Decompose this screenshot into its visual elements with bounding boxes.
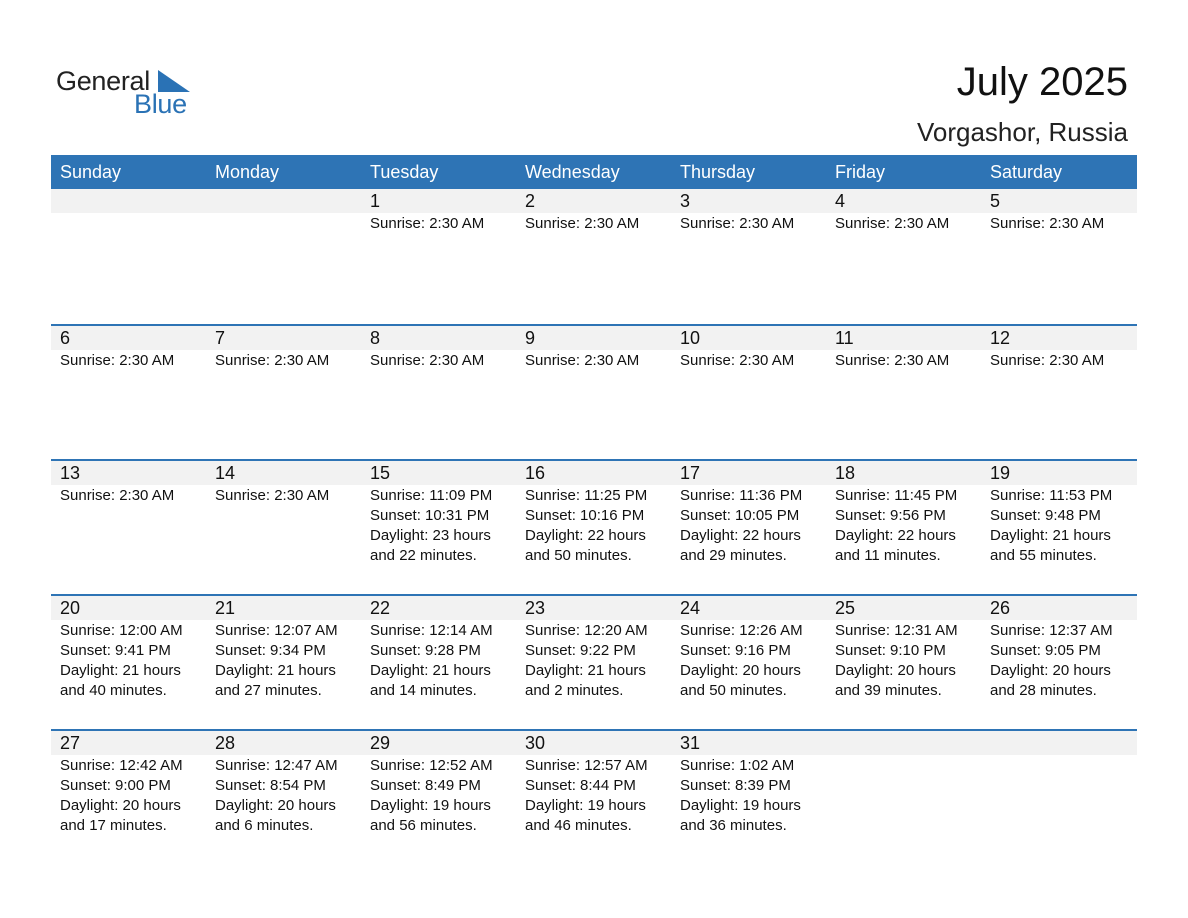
day-cell <box>51 596 206 729</box>
logo-text-blue: Blue <box>134 89 187 119</box>
daylight-text: Daylight: 20 hours <box>835 662 956 679</box>
weekday-header-row <box>51 155 1137 189</box>
day-details <box>370 620 516 701</box>
day-number: 3 <box>680 191 691 211</box>
day-cell <box>516 596 671 729</box>
day-cell <box>671 461 826 594</box>
day-number: 15 <box>370 463 391 483</box>
daylight-text: Daylight: 20 hours <box>680 662 801 679</box>
sunrise-text: Sunrise: 11:09 PM <box>370 487 493 504</box>
day-cell <box>981 461 1137 594</box>
day-cell <box>826 189 981 324</box>
weekday-header: Saturday <box>990 162 1063 182</box>
calendar-week-row <box>51 729 1137 864</box>
daylight-text: Daylight: 19 hours <box>680 797 801 814</box>
day-details <box>680 213 826 234</box>
day-number: 4 <box>835 191 846 211</box>
day-cell <box>361 731 516 864</box>
daylight-minutes-text: and 40 minutes. <box>60 682 167 699</box>
daylight-minutes-text: and 50 minutes. <box>680 682 787 699</box>
day-details <box>370 755 516 836</box>
week-cells <box>51 461 1137 594</box>
sunrise-text: Sunrise: 2:30 AM <box>525 215 640 232</box>
sunrise-text: Sunrise: 11:25 PM <box>525 487 648 504</box>
sunrise-text: Sunrise: 2:30 AM <box>990 215 1105 232</box>
sunrise-text: Sunrise: 12:07 AM <box>215 622 338 639</box>
day-details <box>370 213 516 234</box>
empty-day-cell <box>826 731 981 864</box>
day-cell <box>361 326 516 459</box>
sunrise-text: Sunrise: 2:30 AM <box>990 352 1105 369</box>
day-cell <box>361 189 516 324</box>
sunset-text: Sunset: 8:54 PM <box>215 777 326 794</box>
sunrise-text: Sunrise: 12:26 AM <box>680 622 803 639</box>
day-number: 16 <box>525 463 546 483</box>
calendar-week-row <box>51 594 1137 729</box>
day-details <box>990 620 1137 701</box>
day-number: 2 <box>525 191 536 211</box>
daylight-text: Daylight: 22 hours <box>525 527 646 544</box>
day-details <box>525 755 671 836</box>
day-number: 27 <box>60 733 81 753</box>
day-details <box>60 350 206 371</box>
day-number: 13 <box>60 463 81 483</box>
daylight-text: Daylight: 23 hours <box>370 527 491 544</box>
sunset-text: Sunset: 9:00 PM <box>60 777 171 794</box>
sunrise-text: Sunrise: 2:30 AM <box>60 487 175 504</box>
sunset-text: Sunset: 9:56 PM <box>835 507 946 524</box>
sunset-text: Sunset: 9:05 PM <box>990 642 1101 659</box>
week-cells <box>51 596 1137 729</box>
daylight-minutes-text: and 50 minutes. <box>525 547 632 564</box>
day-number: 5 <box>990 191 1001 211</box>
daylight-text: Daylight: 20 hours <box>215 797 336 814</box>
day-details <box>835 620 981 701</box>
day-cell <box>516 731 671 864</box>
sunrise-text: Sunrise: 2:30 AM <box>835 352 950 369</box>
empty-day-cell <box>51 189 206 324</box>
empty-day-cell <box>206 189 361 324</box>
sunset-text: Sunset: 9:16 PM <box>680 642 791 659</box>
day-cell <box>981 326 1137 459</box>
day-cell <box>516 189 671 324</box>
day-number: 30 <box>525 733 546 753</box>
sunrise-text: Sunrise: 12:52 AM <box>370 757 493 774</box>
sunrise-text: Sunrise: 12:37 AM <box>990 622 1113 639</box>
daylight-text: Daylight: 20 hours <box>60 797 181 814</box>
day-number: 17 <box>680 463 701 483</box>
sunrise-text: Sunrise: 2:30 AM <box>60 352 175 369</box>
day-number: 8 <box>370 328 381 348</box>
week-cells <box>51 189 1137 324</box>
day-number: 9 <box>525 328 536 348</box>
day-details <box>835 213 981 234</box>
sunset-text: Sunset: 9:48 PM <box>990 507 1101 524</box>
day-details <box>835 350 981 371</box>
daylight-minutes-text: and 2 minutes. <box>525 682 624 699</box>
daylight-minutes-text: and 28 minutes. <box>990 682 1097 699</box>
day-cell <box>981 189 1137 324</box>
day-cell <box>671 731 826 864</box>
sunrise-text: Sunrise: 12:57 AM <box>525 757 648 774</box>
day-number: 11 <box>835 328 854 348</box>
sunrise-text: Sunrise: 2:30 AM <box>370 352 485 369</box>
empty-day-cell <box>981 731 1137 864</box>
daylight-minutes-text: and 17 minutes. <box>60 817 167 834</box>
sunrise-text: Sunrise: 2:30 AM <box>835 215 950 232</box>
day-cell <box>206 596 361 729</box>
sunrise-text: Sunrise: 2:30 AM <box>215 487 330 504</box>
day-cell <box>206 461 361 594</box>
day-details <box>60 485 206 506</box>
day-cell <box>671 596 826 729</box>
sunset-text: Sunset: 10:31 PM <box>370 507 490 524</box>
calendar-grid <box>51 155 1137 864</box>
daylight-minutes-text: and 22 minutes. <box>370 547 477 564</box>
day-details <box>680 620 826 701</box>
day-number: 28 <box>215 733 236 753</box>
daylight-minutes-text: and 56 minutes. <box>370 817 477 834</box>
sunset-text: Sunset: 10:16 PM <box>525 507 645 524</box>
sunrise-text: Sunrise: 11:45 PM <box>835 487 958 504</box>
sunset-text: Sunset: 10:05 PM <box>680 507 800 524</box>
daylight-text: Daylight: 21 hours <box>525 662 646 679</box>
weekday-header: Monday <box>215 162 280 182</box>
daylight-text: Daylight: 21 hours <box>60 662 181 679</box>
daylight-minutes-text: and 27 minutes. <box>215 682 322 699</box>
daylight-minutes-text: and 29 minutes. <box>680 547 787 564</box>
calendar-week-row <box>51 324 1137 459</box>
day-details <box>215 350 361 371</box>
day-number: 29 <box>370 733 391 753</box>
sunrise-text: Sunrise: 2:30 AM <box>680 352 795 369</box>
day-details <box>525 620 671 701</box>
week-cells <box>51 731 1137 864</box>
weekday-header: Sunday <box>60 162 122 182</box>
day-cell <box>51 326 206 459</box>
day-details <box>525 350 671 371</box>
sunset-text: Sunset: 8:39 PM <box>680 777 791 794</box>
day-number: 12 <box>990 328 1011 348</box>
day-cell <box>206 731 361 864</box>
daylight-text: Daylight: 22 hours <box>680 527 801 544</box>
sunset-text: Sunset: 9:22 PM <box>525 642 636 659</box>
sunrise-text: Sunrise: 12:00 AM <box>60 622 183 639</box>
weekday-header: Thursday <box>680 162 756 182</box>
daylight-text: Daylight: 21 hours <box>215 662 336 679</box>
sunrise-text: Sunrise: 12:47 AM <box>215 757 338 774</box>
day-number: 10 <box>680 328 701 348</box>
daylight-minutes-text: and 14 minutes. <box>370 682 477 699</box>
week-cells <box>51 326 1137 459</box>
sunset-text: Sunset: 9:28 PM <box>370 642 481 659</box>
day-number: 14 <box>215 463 236 483</box>
daylight-minutes-text: and 6 minutes. <box>215 817 314 834</box>
brand-logo <box>56 66 196 118</box>
logo-text-general: General <box>56 66 150 96</box>
day-number: 22 <box>370 598 391 618</box>
day-number: 23 <box>525 598 546 618</box>
day-details <box>990 350 1137 371</box>
calendar-week-row <box>51 189 1137 324</box>
day-details <box>835 485 981 566</box>
sunrise-text: Sunrise: 2:30 AM <box>370 215 485 232</box>
sunrise-text: Sunrise: 12:31 AM <box>835 622 958 639</box>
day-cell <box>361 461 516 594</box>
day-number: 26 <box>990 598 1011 618</box>
day-details <box>215 755 361 836</box>
sunrise-text: Sunrise: 2:30 AM <box>525 352 640 369</box>
daylight-minutes-text: and 46 minutes. <box>525 817 632 834</box>
sunrise-text: Sunrise: 12:14 AM <box>370 622 493 639</box>
day-details <box>370 350 516 371</box>
sunset-text: Sunset: 9:10 PM <box>835 642 946 659</box>
day-cell <box>826 596 981 729</box>
daylight-minutes-text: and 11 minutes. <box>835 547 941 564</box>
sunrise-text: Sunrise: 12:20 AM <box>525 622 648 639</box>
sunrise-text: Sunrise: 2:30 AM <box>680 215 795 232</box>
day-number: 21 <box>215 598 236 618</box>
calendar-location: Vorgashor, Russia <box>916 117 1128 147</box>
calendar-title: July 2025 <box>956 60 1128 104</box>
day-details <box>990 485 1137 566</box>
day-details <box>60 620 206 701</box>
daylight-minutes-text: and 55 minutes. <box>990 547 1097 564</box>
day-number: 6 <box>60 328 71 348</box>
daylight-text: Daylight: 21 hours <box>990 527 1111 544</box>
day-details <box>525 213 671 234</box>
day-cell <box>671 326 826 459</box>
day-cell <box>516 461 671 594</box>
daylight-text: Daylight: 19 hours <box>525 797 646 814</box>
sunrise-text: Sunrise: 11:36 PM <box>680 487 803 504</box>
day-details <box>60 755 206 836</box>
day-cell <box>671 189 826 324</box>
calendar-week-row <box>51 459 1137 594</box>
day-number: 18 <box>835 463 856 483</box>
day-number: 19 <box>990 463 1011 483</box>
daylight-text: Daylight: 22 hours <box>835 527 956 544</box>
day-details <box>680 755 826 836</box>
day-details <box>525 485 671 566</box>
day-cell <box>361 596 516 729</box>
weekday-header: Tuesday <box>370 162 439 182</box>
daylight-text: Daylight: 19 hours <box>370 797 491 814</box>
day-cell <box>981 596 1137 729</box>
day-number: 24 <box>680 598 701 618</box>
day-details <box>215 620 361 701</box>
day-details <box>680 350 826 371</box>
day-cell <box>826 326 981 459</box>
day-number: 31 <box>680 733 701 753</box>
sunset-text: Sunset: 9:34 PM <box>215 642 326 659</box>
sunset-text: Sunset: 9:41 PM <box>60 642 171 659</box>
day-details <box>370 485 516 566</box>
sunset-text: Sunset: 8:44 PM <box>525 777 636 794</box>
day-cell <box>206 326 361 459</box>
daylight-text: Daylight: 20 hours <box>990 662 1111 679</box>
sunset-text: Sunset: 8:49 PM <box>370 777 481 794</box>
daylight-minutes-text: and 39 minutes. <box>835 682 942 699</box>
day-number: 20 <box>60 598 81 618</box>
day-details <box>215 485 361 506</box>
day-cell <box>516 326 671 459</box>
day-details <box>990 213 1137 234</box>
day-cell <box>51 461 206 594</box>
sunrise-text: Sunrise: 1:02 AM <box>680 757 795 774</box>
day-number: 7 <box>215 328 226 348</box>
sunrise-text: Sunrise: 11:53 PM <box>990 487 1113 504</box>
day-cell <box>51 731 206 864</box>
daylight-text: Daylight: 21 hours <box>370 662 491 679</box>
day-number: 25 <box>835 598 856 618</box>
day-number: 1 <box>370 191 381 211</box>
day-cell <box>826 461 981 594</box>
sunrise-text: Sunrise: 2:30 AM <box>215 352 330 369</box>
daylight-minutes-text: and 36 minutes. <box>680 817 787 834</box>
weekday-header: Friday <box>835 162 886 182</box>
calendar-weeks <box>51 189 1137 864</box>
day-details <box>680 485 826 566</box>
sunrise-text: Sunrise: 12:42 AM <box>60 757 183 774</box>
weekday-header: Wednesday <box>525 162 620 182</box>
